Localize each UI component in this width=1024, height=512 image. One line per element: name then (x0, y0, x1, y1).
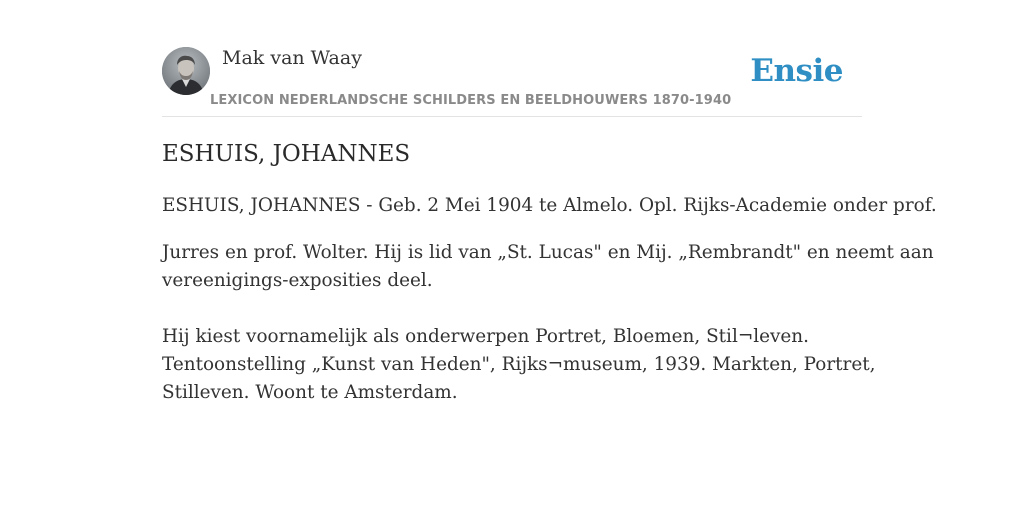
body-line: vereenigings-exposities deel. (162, 270, 433, 291)
body-line: Hij kiest voornamelijk als onderwerpen Portret, Bloemen, Stil¬leven. (162, 326, 809, 347)
body-line: ESHUIS, JOHANNES - Geb. 2 Mei 1904 te Almelo. Opl. Rijks-Academie onder prof. (162, 195, 937, 216)
ensie-logo[interactable]: Ensie (750, 53, 843, 89)
author-name[interactable]: Mak van Waay (222, 47, 362, 69)
article-body (162, 192, 937, 407)
body-line: Stilleven. Woont te Amsterdam. (162, 382, 458, 403)
article-title: ESHUIS, JOHANNES (162, 141, 411, 167)
lexicon-title[interactable]: LEXICON NEDERLANDSCHE SCHILDERS EN BEELDHOUWERS 1870-1940 (210, 93, 732, 108)
author-portrait-icon (162, 47, 210, 95)
body-line: Tentoonstelling „Kunst van Heden", Rijks¬museum, 1939. Markten, Portret, (162, 354, 876, 375)
paragraph-gap (162, 295, 872, 323)
author-avatar[interactable] (162, 47, 210, 95)
header (162, 46, 862, 117)
body-line: Jurres en prof. Wolter. Hij is lid van „St. Lucas" en Mij. „Rembrandt" en neemt aan (162, 242, 934, 263)
